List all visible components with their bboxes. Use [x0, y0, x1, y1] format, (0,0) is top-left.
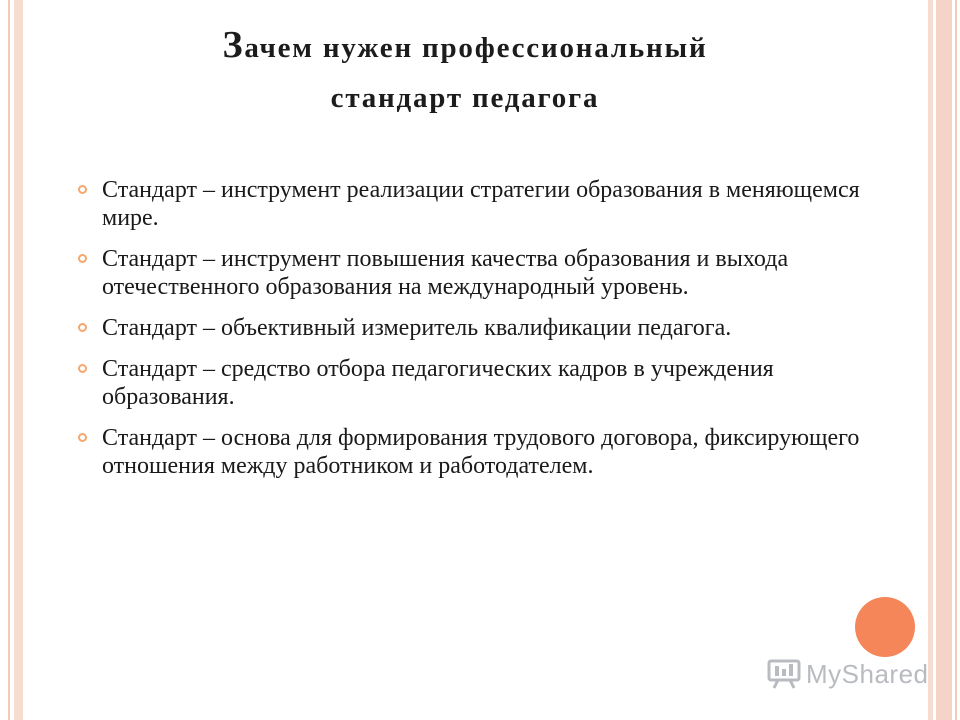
bullet-ring-icon — [78, 364, 87, 373]
bullet-item — [72, 176, 872, 232]
presentation-board-icon — [766, 658, 802, 690]
frame-line-right-inner — [928, 0, 933, 720]
bullet-text: Стандарт – объективный измеритель квалификации педагога. — [102, 315, 732, 341]
bullet-ring-icon — [78, 254, 87, 263]
frame-line-left-inner — [14, 0, 23, 720]
frame-line-left-outer — [8, 0, 10, 720]
bullet-ring-icon — [78, 323, 87, 332]
watermark-text: MyShared — [806, 658, 929, 689]
bullet-text: Стандарт – средство отбора педагогических кадров в учреждения образования. — [102, 356, 774, 410]
bullet-text: Стандарт – основа для формирования трудового договора, фиксирующего отношения между работником и работодателем. — [102, 425, 860, 479]
bullet-ring-icon — [78, 433, 87, 442]
title-first-letter: З — [222, 24, 245, 66]
bullet-item — [72, 355, 872, 411]
bullet-text: Стандарт – инструмент повышения качества образования и выхода отечественного образования на международный уровень. — [102, 246, 789, 300]
frame-line-right-outer — [955, 0, 957, 720]
frame-line-right-band — [936, 0, 952, 720]
slide-title — [70, 20, 860, 123]
bullet-item — [72, 314, 872, 342]
bullet-item — [72, 424, 872, 480]
bullet-ring-icon — [78, 185, 87, 194]
bullet-list — [72, 176, 872, 493]
bullet-item — [72, 245, 872, 301]
accent-circle — [855, 597, 915, 657]
bullet-text: Стандарт – инструмент реализации стратегии образования в меняющемся мире. — [102, 177, 860, 231]
title-line2: стандарт педагога — [330, 82, 600, 114]
watermark — [766, 654, 929, 694]
title-line1: ачем нужен профессиональный — [244, 32, 708, 64]
